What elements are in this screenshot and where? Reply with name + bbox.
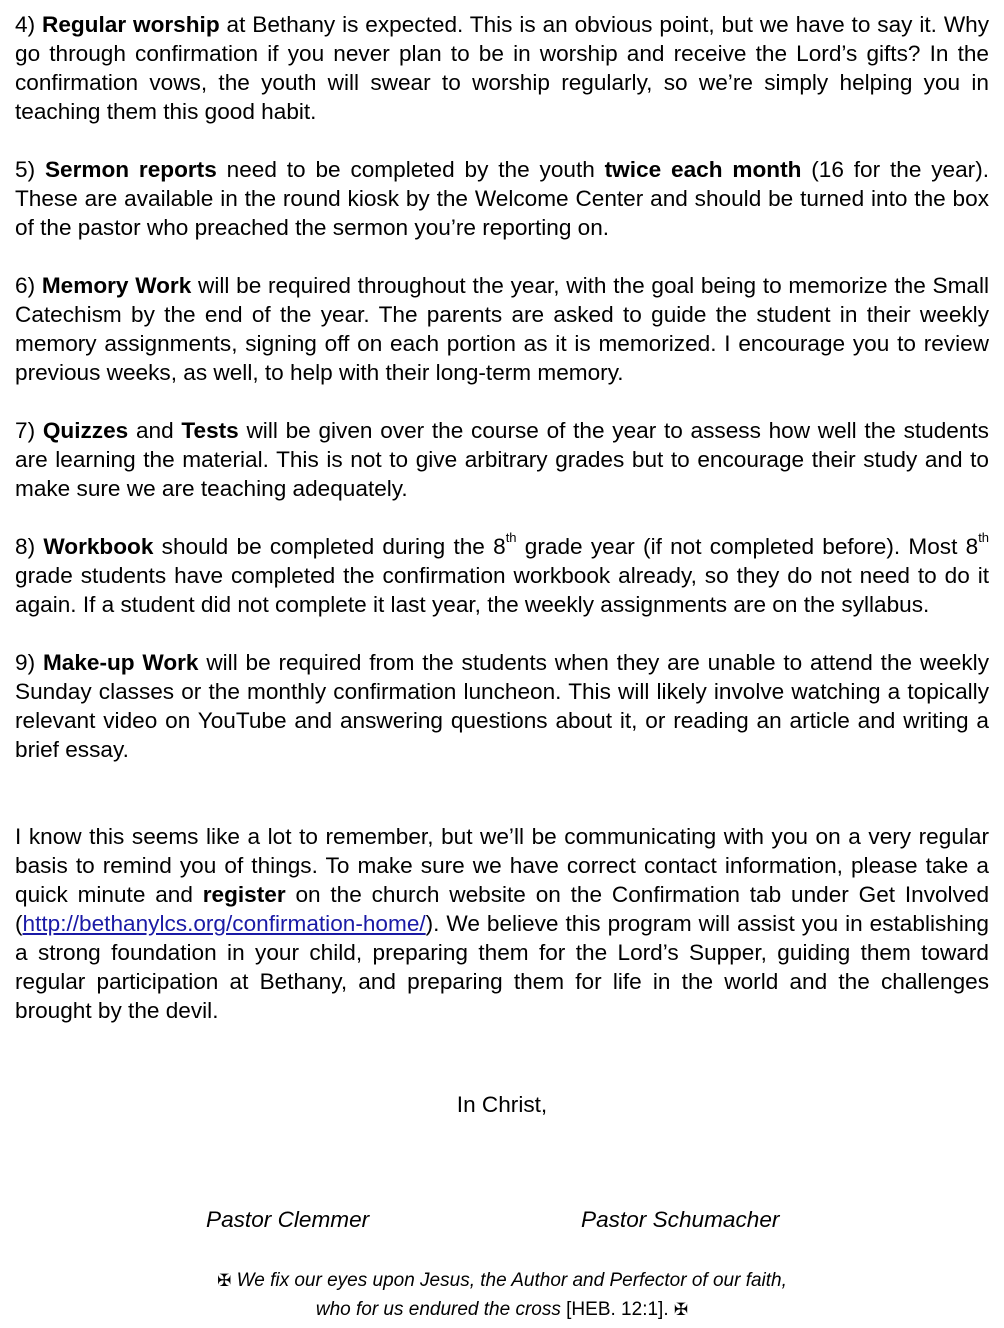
item-9-paragraph: 9) Make-up Work will be required from the students when they are unable to attend the weekly Sunday classes or the monthly confirmation luncheon. This will likely involve watching a topically relevant video on YouTube and answering questions about it, or reading an article and writing a brief essay. — [15, 650, 989, 762]
closing-paragraph: I know this seems like a lot to remember, but we’ll be communicating with you on a very regular basis to remind you of things. To make sure we have correct contact information, please take a quick minute and register on the church website on the Confirmation tab under Get Involved (http://bethanylcs.org/confirmation-home/). We believe this program will assist you in establishing a strong foundation in your child, preparing them for the Lord’s Supper, guiding them toward regular participation at Bethany, and preparing them for life in the world and the challenges brought by the devil. — [15, 824, 990, 1023]
salutation: In Christ, — [456, 1092, 548, 1117]
item-7-heading-tests: Tests — [181, 418, 239, 443]
footer-line-2: who for us endured the cross [HEB. 12:1]. ✠ — [315, 1299, 689, 1320]
confirmation-home-link[interactable]: http://bethanylcs.org/confirmation-home/ — [22, 911, 426, 936]
item-4-heading: Regular worship — [42, 12, 220, 37]
item-6-heading: Memory Work — [41, 273, 192, 298]
signature-pastor-schumacher: Pastor Schumacher — [581, 1207, 780, 1232]
item-5-paragraph: 5) Sermon reports need to be completed by the youth twice each month (16 for the year). These are available in the round kiosk by the Welcome Center and should be turned into the box of the pastor who preached the sermon you’re reporting on. — [15, 157, 989, 240]
item-4-paragraph: 4) Regular worship at Bethany is expected. This is an obvious point, but we have to say it. Why go through confirmation if you never plan to be in worship and receive the Lord’s gifts? In the confirmation vows, the youth will swear to worship regularly, so we’re simply helping you in teaching them this good habit. — [15, 12, 990, 124]
document-body — [15, 10, 989, 1025]
footer-line-1: ✠ We fix our eyes upon Jesus, the Author and Perfector of our faith, — [217, 1270, 787, 1291]
item-7-paragraph: 7) Quizzes and Tests will be given over the course of the year to assess how well the students are learning the material. This is not to give arbitrary grades but to encourage their study and to make sure we are teaching adequately. — [15, 418, 989, 501]
signature-pastor-clemmer: Pastor Clemmer — [206, 1207, 370, 1232]
maltese-cross-icon: ✠ — [217, 1271, 232, 1290]
scripture-reference: [HEB. 12:1]. — [566, 1299, 669, 1320]
maltese-cross-icon: ✠ — [673, 1300, 689, 1319]
item-8-paragraph: 8) Workbook should be completed during the 8th grade year (if not completed before). Most 8th grade students have completed the confirmation workbook already, so they do not need to do it again. If a student did not complete it last year, the weekly assignments are on the syllabus. — [15, 530, 990, 617]
item-5-emphasis: twice each month — [604, 157, 802, 182]
item-9-heading: Make-up Work — [42, 650, 199, 675]
register-emphasis: register — [202, 882, 286, 907]
footer-verse — [0, 1266, 1004, 1324]
item-7-heading-quizzes: Quizzes — [42, 418, 129, 443]
item-8-heading: Workbook — [43, 534, 154, 559]
item-6-paragraph: 6) Memory Work will be required throughout the year, with the goal being to memorize the Small Catechism by the end of the year. The parents are asked to guide the student in their weekly memory assignments, signing off on each portion as it is memorized. I encourage you to review previous weeks, as well, to help with their long-term memory. — [15, 273, 989, 385]
item-5-heading: Sermon reports — [44, 157, 217, 182]
